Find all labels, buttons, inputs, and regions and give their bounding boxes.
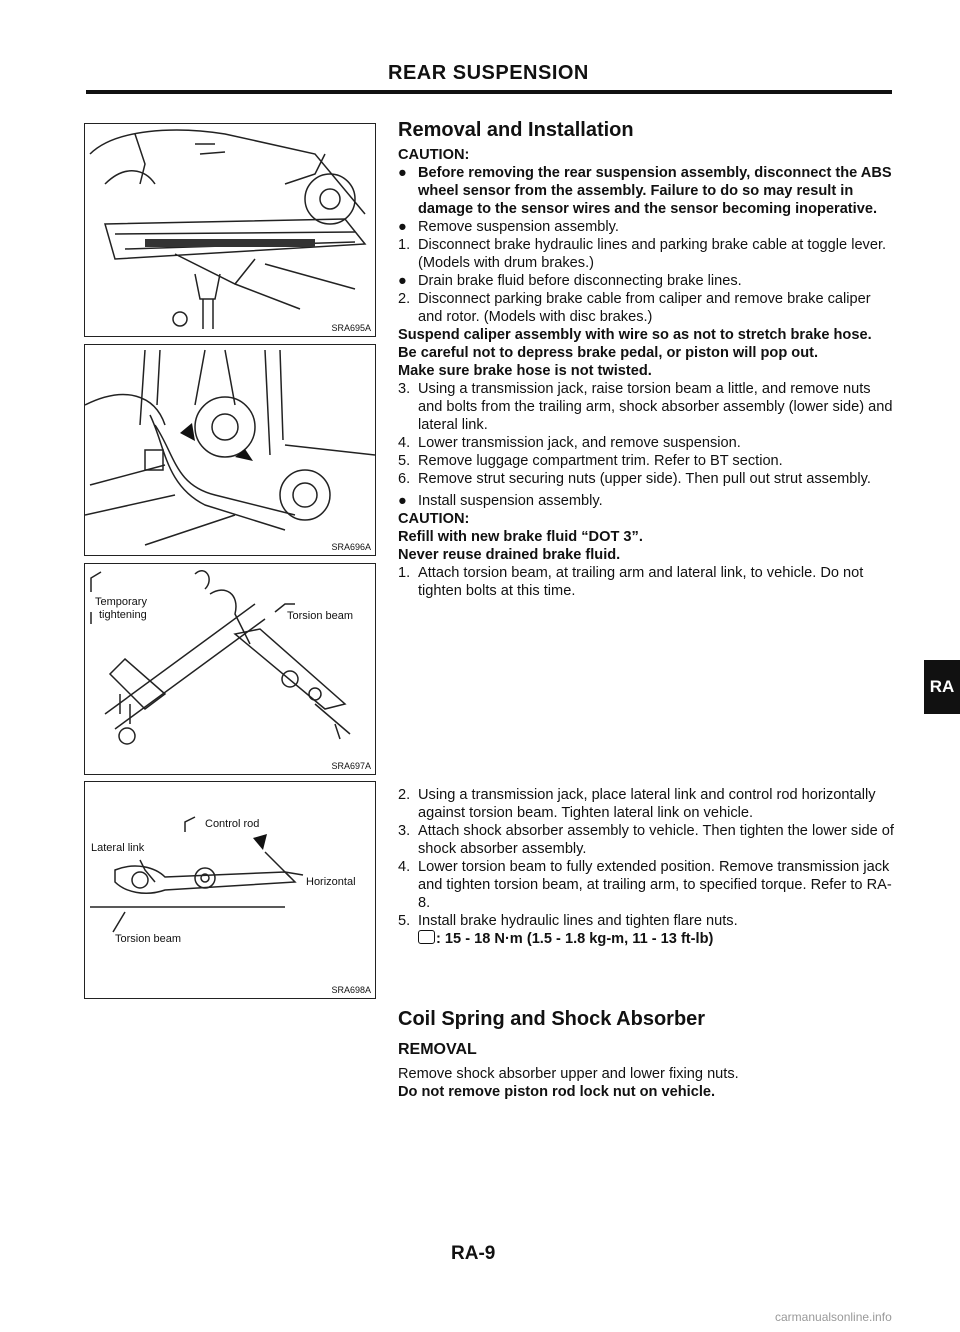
- figure-sra697a: [84, 563, 376, 775]
- figure-sra696a: [84, 344, 376, 556]
- figure-sra698a: [84, 781, 376, 999]
- note-suspend: Suspend caliper assembly with wire so as not to stretch brake hose.: [398, 327, 872, 343]
- paragraph: Remove shock absorber upper and lower fixing nuts.: [398, 1066, 739, 1082]
- install-step-5: 5. Install brake hydraulic lines and tighten flare nuts.: [398, 913, 738, 929]
- illustration-lateral-link: [85, 782, 375, 998]
- caution-label: CAUTION:: [398, 511, 470, 527]
- illustration-strut-mount: [85, 345, 375, 555]
- label-torsion-beam: Torsion beam: [287, 610, 354, 622]
- label-temporary: Temporary: [95, 596, 147, 608]
- label-tightening: tightening: [99, 609, 147, 621]
- torque-spec: : 15 - 18 N·m (1.5 - 1.8 kg-m, 11 - 13 ft-lb): [398, 930, 894, 948]
- bullet-item: ● Install suspension assembly.: [398, 493, 603, 509]
- label-torsion-beam: Torsion beam: [115, 933, 182, 945]
- bullet-item: ● Remove suspension assembly.: [398, 219, 619, 235]
- coil-section: [398, 1007, 894, 1101]
- note-hose: Make sure brake hose is not twisted.: [398, 363, 652, 379]
- step-2: 2. Disconnect parking brake cable from caliper and remove brake caliper and rotor. (Models with disc brakes.): [398, 291, 871, 325]
- note-pedal: Be careful not to depress brake pedal, or piston will pop out.: [398, 345, 819, 361]
- caution-bullet: ● Before removing the rear suspension assembly, disconnect the ABS wheel sensor from the assembly. Failure to do so may result in damage to the sensor wires and the sensor becoming inoperative.: [398, 165, 892, 217]
- warning-text: Do not remove piston rod lock nut on vehicle.: [398, 1084, 716, 1100]
- subheading: REMOVAL: [398, 1041, 477, 1058]
- figure-code: SRA695A: [331, 323, 371, 333]
- header-rule: [86, 90, 892, 94]
- install-step-3: 3. Attach shock absorber assembly to vehicle. Then tighten the lower side of shock absorber assembly.: [398, 823, 894, 857]
- caution-label: CAUTION:: [398, 147, 470, 163]
- page-title: REAR SUSPENSION: [388, 62, 589, 84]
- watermark: carmanualsonline.info: [775, 1310, 892, 1324]
- install-step-4: 4. Lower torsion beam to fully extended position. Remove transmission jack and tighten torsion beam, at trailing arm, to specified torque. Refer to RA-8.: [398, 859, 892, 911]
- step-5: 5. Remove luggage compartment trim. Refer to BT section.: [398, 453, 783, 469]
- label-control-rod: Control rod: [205, 818, 260, 830]
- figure-code: SRA697A: [331, 761, 371, 771]
- step-3: 3. Using a transmission jack, raise torsion beam a little, and remove nuts and bolts from the trailing arm, shock absorber assembly (lower side) and lateral link.: [398, 381, 893, 433]
- section-heading: Coil Spring and Shock Absorber: [398, 1008, 706, 1030]
- section-tab: RA: [924, 660, 960, 714]
- label-horizontal: Horizontal: [306, 876, 356, 888]
- figure-code: SRA696A: [331, 542, 371, 552]
- figure-code: SRA698A: [331, 985, 371, 995]
- install-step-1: 1. Attach torsion beam, at trailing arm and lateral link, to vehicle. Do not tighten bolts at this time.: [398, 565, 864, 599]
- install-section: [398, 786, 894, 948]
- label-lateral-link: Lateral link: [91, 842, 145, 854]
- caution-line: Refill with new brake fluid “DOT 3”.: [398, 529, 643, 545]
- install-step-2: 2. Using a transmission jack, place lateral link and control rod horizontally against torsion beam. Tighten lateral link on vehicle.: [398, 787, 876, 821]
- step-4: 4. Lower transmission jack, and remove suspension.: [398, 435, 741, 451]
- torque-wrench-icon: [418, 930, 435, 944]
- illustration-suspension-jack: [85, 124, 375, 336]
- step-6: 6. Remove strut securing nuts (upper side). Then pull out strut assembly.: [398, 471, 871, 487]
- page-number: RA-9: [451, 1243, 496, 1264]
- removal-section: [398, 118, 894, 600]
- section-heading: Removal and Installation: [398, 119, 634, 141]
- caution-line: Never reuse drained brake fluid.: [398, 547, 621, 563]
- figure-sra695a: [84, 123, 376, 337]
- bullet-item: ● Drain brake fluid before disconnecting brake lines.: [398, 273, 742, 289]
- step-1: 1. Disconnect brake hydraulic lines and parking brake cable at toggle lever. (Models with drum brakes.): [398, 237, 887, 271]
